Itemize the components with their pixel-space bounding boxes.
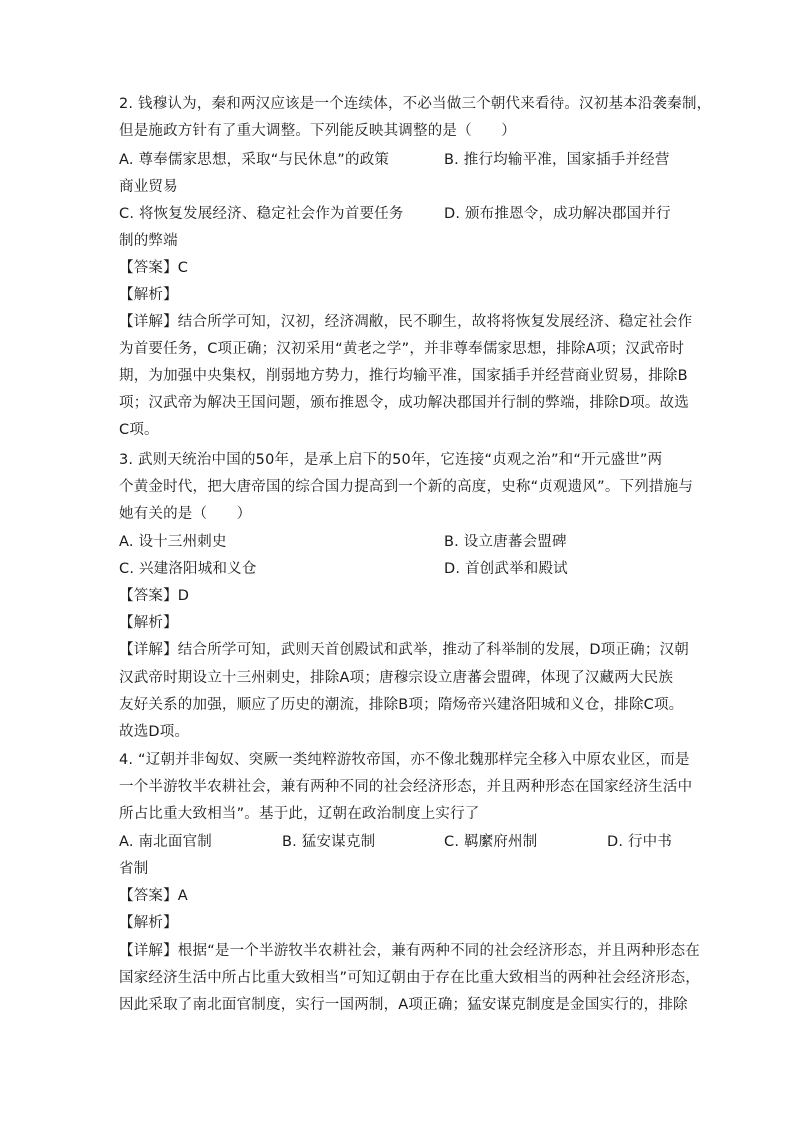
q2-stem-line-1: 2. 钱穆认为，秦和两汉应该是一个连续体，不必当做三个朝代来看待。汉初基本沿袭秦制， [119,96,712,112]
q4-detail-line-3: 因此采取了南北面官制度，实行一国两制，A项正确；猛安谋克制度是金国实行的，排除 [119,997,688,1013]
q3-detail-line-1: 【详解】结合所学可知，武则天首创殿试和武举，推动了科举制的发展，D项正确；汉朝 [119,642,689,658]
q3-detail-line-2: 汉武帝时期设立十三州刺史，排除A项；唐穆宗设立唐蕃会盟碑，体现了汉藏两大民族 [119,670,674,686]
q3-option-d: D. 首创武举和殿试 [444,561,568,577]
q4-detail-line-2: 国家经济生活中所占比重大致相当”可知辽朝由于存在比重大致相当的两种社会经济形态， [119,970,701,986]
q3-detail-line-4: 故选D项。 [119,724,190,740]
q3-option-a: A. 设十三州刺史 [119,534,227,550]
q4-option-d: D. 行中书 [607,834,673,850]
q4-option-d-cont: 省制 [119,861,149,877]
q2-analysis-heading: 【解析】 [119,287,178,303]
q2-detail-line-1: 【详解】结合所学可知，汉初，经济凋敝，民不聊生，故将将恢复发展经济、稳定社会作 [119,314,693,330]
q2-option-d: D. 颁布推恩令，成功解决郡国并行 [444,206,671,222]
q4-analysis-heading: 【解析】 [119,915,178,931]
q3-detail-line-3: 友好关系的加强，顺应了历史的潮流，排除B项；隋炀帝兴建洛阳城和义仓，排除C项。 [119,697,684,713]
q2-stem-line-2: 但是施政方针有了重大调整。下列能反映其调整的是（ ） [119,123,516,139]
q2-detail-line-3: 期，为加强中央集权，削弱地方势力，推行均输平准，国家插手并经营商业贸易，排除B [119,368,688,384]
q4-stem-line-2: 一个半游牧半农耕社会，兼有两种不同的社会经济形态，并且两种形态在国家经济生活中 [119,779,693,795]
q3-option-b: B. 设立唐蕃会盟碑 [444,534,567,550]
q2-detail-line-4: 项；汉武帝为解决王国问题，颁布推恩令，成功解决郡国并行制的弊端，排除D项。故选 [119,395,689,411]
q2-option-c: C. 将恢复发展经济、稳定社会作为首要任务 [119,206,404,222]
q2-detail-line-2: 为首要任务，C项正确；汉初采用“黄老之学”，并非尊奉儒家思想，排除A项；汉武帝时 [119,341,685,357]
q4-option-a: A. 南北面官制 [119,834,212,850]
q2-option-d-cont: 制的弊端 [119,233,178,249]
q4-stem-line-1: 4. “辽朝并非匈奴、突厥一类纯粹游牧帝国，亦不像北魏那样完全移入中原农业区，而是 [119,752,690,768]
q2-option-b-cont: 商业贸易 [119,179,178,195]
q3-stem-line-1: 3. 武则天统治中国的50年，是承上启下的50年，它连接“贞观之治”和“开元盛世”两 [119,452,663,468]
q4-detail-line-1: 【详解】根据“是一个半游牧半农耕社会，兼有两种不同的社会经济形态，并且两种形态在 [119,943,701,959]
q2-detail-line-5: C项。 [119,422,159,438]
q3-answer: 【答案】D [119,588,190,604]
q4-option-b: B. 猛安谋克制 [282,834,376,850]
q3-analysis-heading: 【解析】 [119,615,178,631]
q4-option-c: C. 羁縻府州制 [444,834,538,850]
q3-option-c: C. 兴建洛阳城和义仓 [119,561,257,577]
q2-option-b: B. 推行均输平准，国家插手并经营 [444,152,670,168]
q3-stem-line-3: 她有关的是（ ） [119,506,252,522]
q2-answer: 【答案】C [119,260,189,276]
q3-stem-line-2: 个黄金时代，把大唐帝国的综合国力提高到一个新的高度，史称“贞观遗风”。下列措施与 [119,479,694,495]
q4-stem-line-3: 所占比重大致相当”。基于此，辽朝在政治制度上实行了 [119,806,480,822]
q4-answer: 【答案】A [119,888,188,904]
q2-option-a: A. 尊奉儒家思想，采取“与民休息”的政策 [119,152,390,168]
